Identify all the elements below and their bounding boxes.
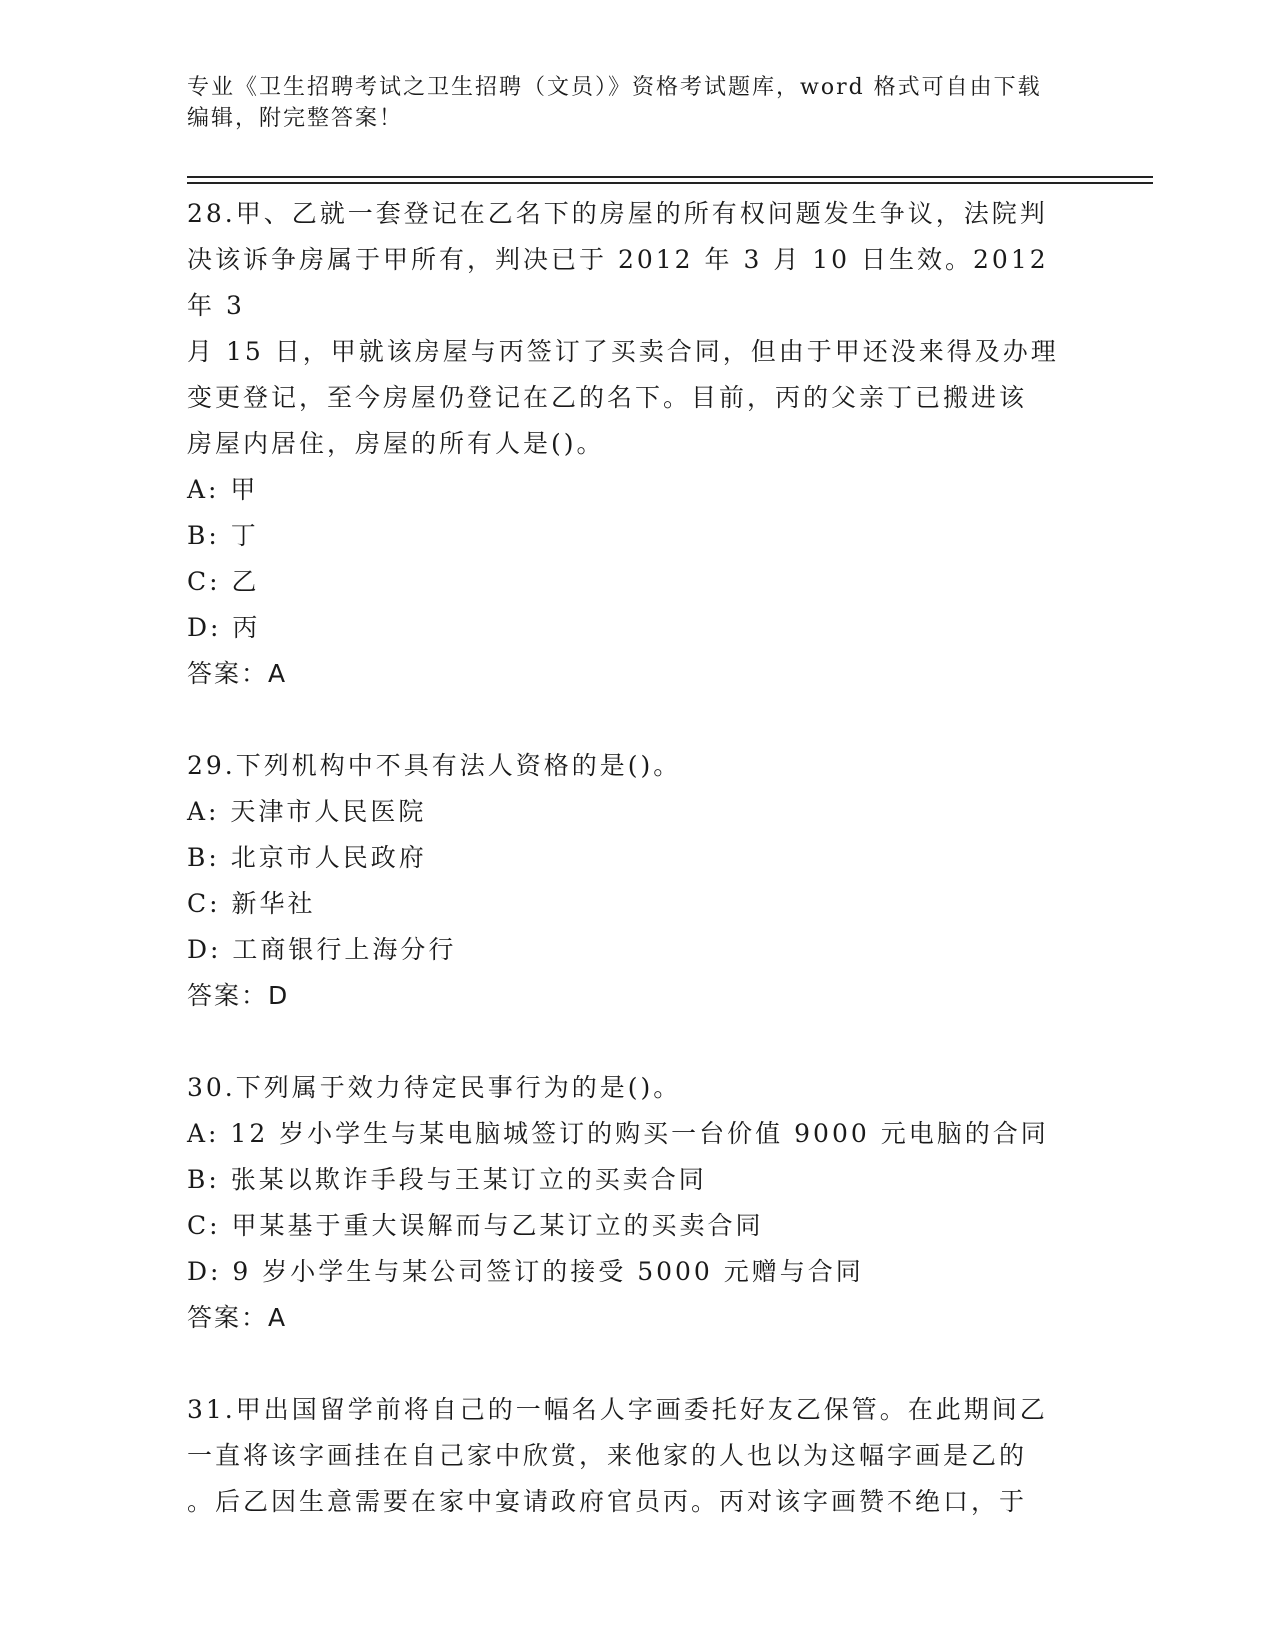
option-a: A: 12 岁小学生与某电脑城签订的购买一台价值 9000 元电脑的合同 <box>187 1119 1049 1148</box>
document-header <box>187 72 1067 134</box>
question-text <box>187 743 1077 789</box>
option-a: A: 甲 <box>187 475 259 504</box>
option-b: B: 张某以欺诈手段与王某订立的买卖合同 <box>187 1165 707 1194</box>
answer-line: 答案：D <box>187 981 290 1010</box>
question-text <box>187 1065 1077 1111</box>
question-29 <box>187 743 1077 1019</box>
answer-line: 答案：A <box>187 659 288 688</box>
header-divider-top <box>187 176 1153 178</box>
option-d: D: 工商银行上海分行 <box>187 935 457 964</box>
question-31 <box>187 1387 1077 1525</box>
question-text-line: 一直将该字画挂在自己家中欣赏，来他家的人也以为这幅字画是乙的 <box>187 1441 1028 1470</box>
option-c: C: 新华社 <box>187 889 316 918</box>
question-text-line: 房屋内居住，房屋的所有人是()。 <box>187 429 605 458</box>
option-a: A: 天津市人民医院 <box>187 797 427 826</box>
question-text-line: 30.下列属于效力待定民事行为的是()。 <box>187 1073 682 1102</box>
option-d: D: 9 岁小学生与某公司签订的接受 5000 元赠与合同 <box>187 1257 864 1286</box>
option-b: B: 丁 <box>187 521 259 550</box>
question-list <box>187 191 1077 1525</box>
question-28 <box>187 191 1077 697</box>
header-divider-bottom <box>187 182 1153 184</box>
option-c: C: 甲某基于重大误解而与乙某订立的买卖合同 <box>187 1211 764 1240</box>
option-b: B: 北京市人民政府 <box>187 843 427 872</box>
question-30 <box>187 1065 1077 1341</box>
question-text-line: 。后乙因生意需要在家中宴请政府官员丙。丙对该字画赞不绝口，于 <box>187 1487 1028 1516</box>
question-text-line: 31.甲出国留学前将自己的一幅名人字画委托好友乙保管。在此期间乙 <box>187 1395 1048 1424</box>
answer-line: 答案：A <box>187 1303 288 1332</box>
question-text-line: 变更登记，至今房屋仍登记在乙的名下。目前，丙的父亲丁已搬进该 <box>187 383 1028 412</box>
question-text-line: 决该诉争房属于甲所有，判决已于 2012 年 3 月 10 日生效。2012 年 3 <box>187 245 1049 320</box>
option-d: D: 丙 <box>187 613 261 642</box>
option-c: C: 乙 <box>187 567 260 596</box>
header-line-1: 专业《卫生招聘考试之卫生招聘（文员）》资格考试题库，word 格式可自由下载 <box>187 75 1042 100</box>
question-text-line: 28.甲、乙就一套登记在乙名下的房屋的所有权问题发生争议，法院判 <box>187 199 1048 228</box>
question-text-line: 月 15 日，甲就该房屋与丙签订了买卖合同，但由于甲还没来得及办理 <box>187 337 1059 366</box>
question-text <box>187 1387 1077 1525</box>
question-text <box>187 191 1077 467</box>
header-line-2: 编辑，附完整答案！ <box>187 106 404 131</box>
question-text-line: 29.下列机构中不具有法人资格的是()。 <box>187 751 682 780</box>
